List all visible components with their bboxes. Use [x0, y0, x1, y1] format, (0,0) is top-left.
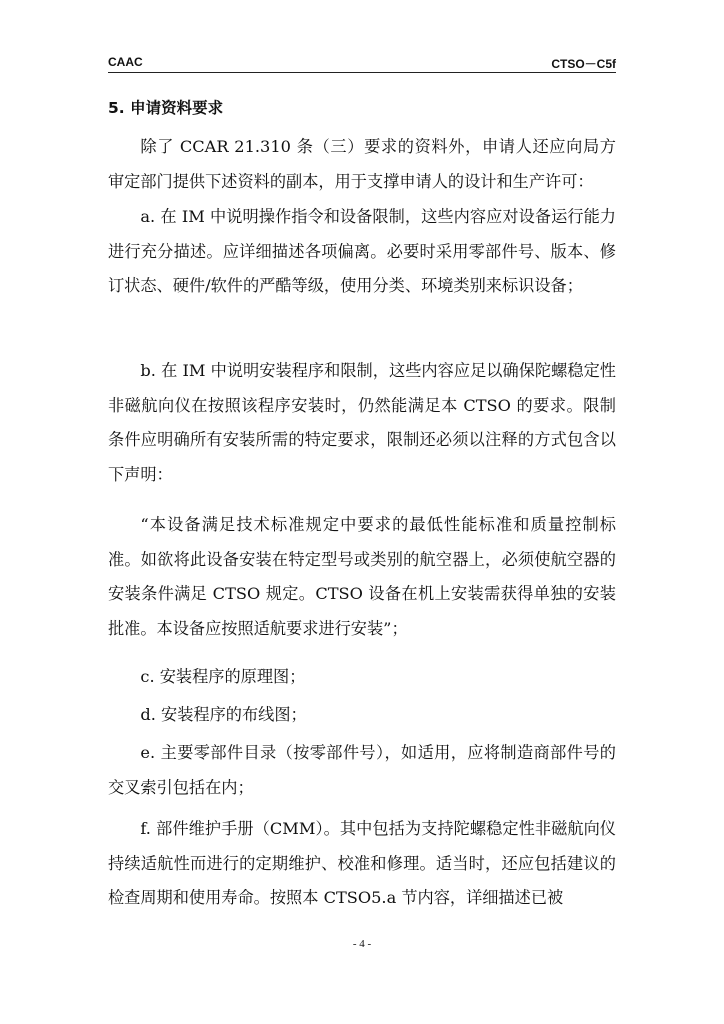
paragraph-item-e: e. 主要零部件目录（按零部件号），如适用，应将制造商部件号的交叉索引包括在内； — [108, 743, 616, 797]
header-doc-id: CTSO－C5f — [551, 57, 616, 71]
paragraph-item-f: f. 部件维护手册（CMM）。其中包括为支持陀螺稳定性非磁航向仪持续适航性而进行的定期维护、校准和修理。适当时，还应包括建议的检查周期和使用寿命。按照本 CTSO5.a 节内容，详细描述已被 — [108, 819, 616, 907]
paragraph-item-b: b. 在 IM 中说明安装程序和限制，这些内容应足以确保陀螺稳定性非磁航向仪在按照该程序安装时，仍然能满足本 CTSO 的要求。限制条件应明确所有安装所需的特定要求，限制还必须以注释的方式包含以下声明： — [108, 361, 616, 484]
header-org: CAAC — [108, 55, 143, 69]
paragraph-intro: 除了 CCAR 21.310 条（三）要求的资料外，申请人还应向局方审定部门提供下述资料的副本，用于支撑申请人的设计和生产许可： — [108, 137, 616, 191]
paragraph-item-a: a. 在 IM 中说明操作指令和设备限制，这些内容应对设备运行能力进行充分描述。应详细描述各项偏离。必要时采用零部件号、版本、修订状态、硬件/软件的严酷等级，使用分类、环境类别来标识设备； — [108, 207, 616, 295]
paragraph-item-d: d. 安装程序的布线图； — [140, 705, 307, 724]
page-number: - 4 - — [352, 938, 372, 950]
paragraph-item-c: c. 安装程序的原理图； — [140, 667, 306, 686]
page-header — [108, 52, 616, 73]
paragraph-statement: “本设备满足技术标准规定中要求的最低性能标准和质量控制标准。如欲将此设备安装在特定型号或类别的航空器上，必须使航空器的安装条件满足 CTSO 规定。CTSO 设备在机上安装需获得单独的安装批准。本设备应按照适航要求进行安装”； — [108, 515, 616, 638]
section-heading: 5. 申请资料要求 — [108, 99, 224, 117]
